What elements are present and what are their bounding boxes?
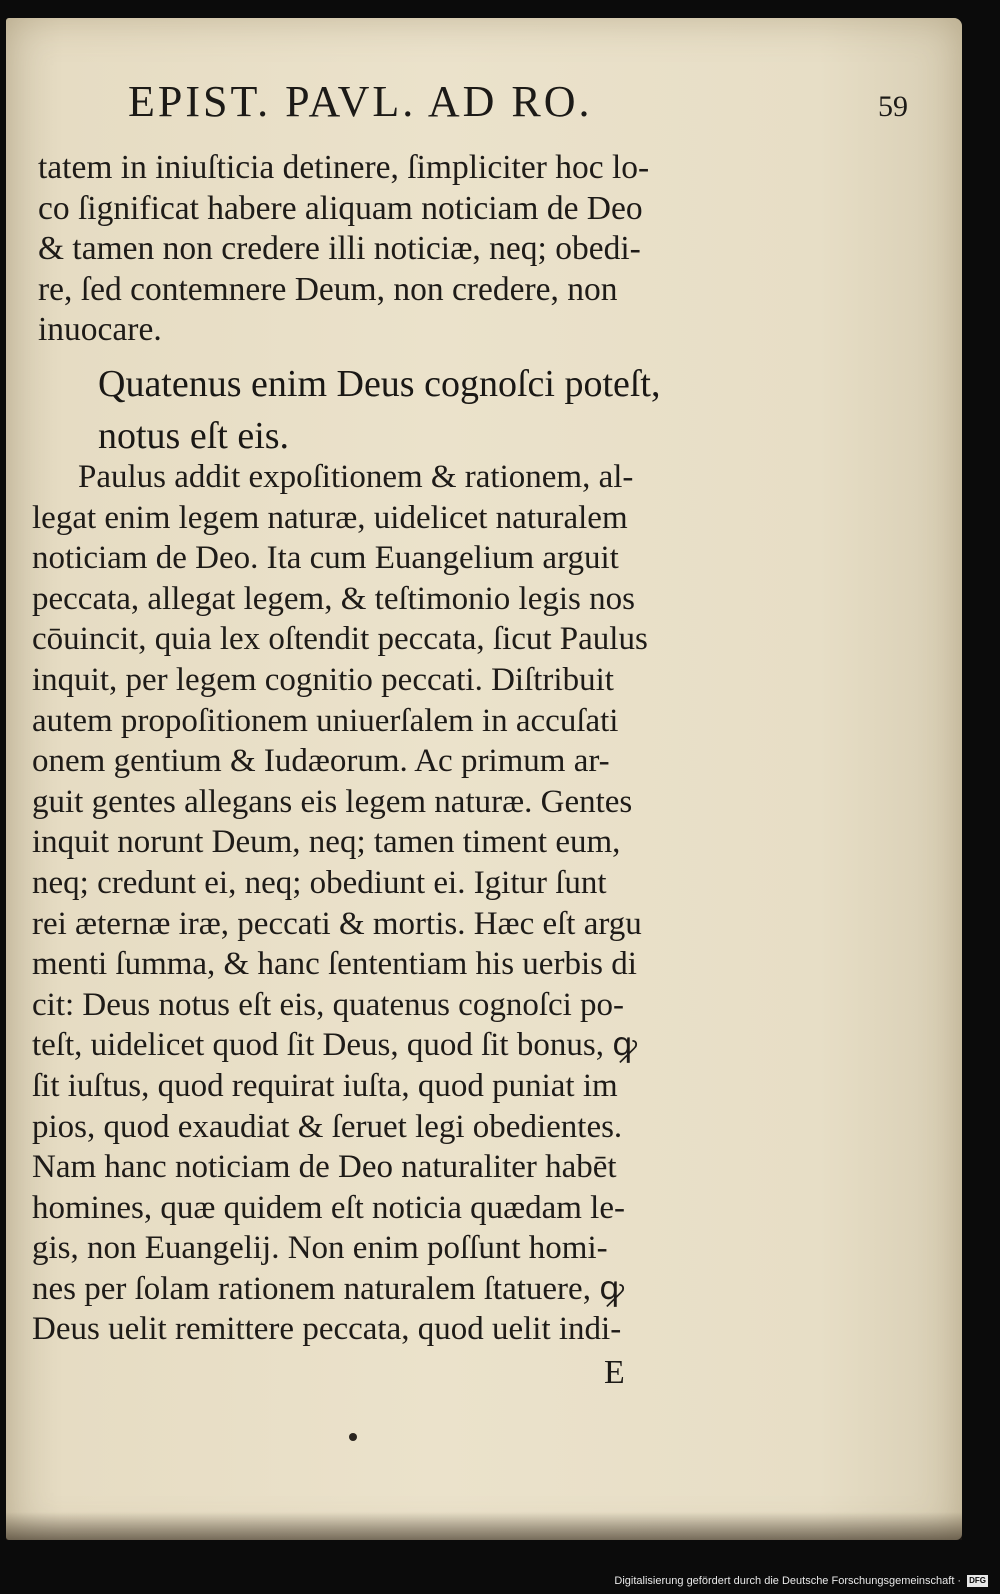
- page-header: [128, 76, 908, 146]
- signature-mark: E: [604, 1354, 625, 1391]
- lemma-line: Quatenus enim Deus cognoſci poteſt,: [98, 363, 661, 405]
- page-edge-shadow: [6, 1512, 962, 1540]
- text-line: nes per ſolam rationem naturalem ſtatuere, ꝙ: [32, 1270, 624, 1307]
- text-line: autem propoſitionem uniuerſalem in accuſati: [32, 702, 619, 739]
- text-line: cōuincit, quia lex oſtendit peccata, ſicut Paulus: [32, 621, 648, 658]
- text-line: ſit iuſtus, quod requirat iuſta, quod puniat im: [32, 1067, 618, 1104]
- running-title: EPIST. PAVL. AD RO.: [128, 77, 593, 126]
- text-line: cit: Deus notus eſt eis, quatenus cognoſci po-: [32, 986, 625, 1023]
- text-line: Paulus addit expoſitionem & rationem, al-: [78, 459, 634, 495]
- text-line: inquit norunt Deum, neq; tamen timent eum,: [32, 824, 621, 861]
- text-line: Deus uelit remittere peccata, quod uelit indi-: [32, 1311, 622, 1348]
- text-line: re, ſed contemnere Deum, non credere, non: [38, 270, 618, 308]
- text-line: legat enim legem naturæ, uidelicet naturalem: [32, 499, 628, 536]
- book-page: [6, 18, 962, 1540]
- text-line: noticiam de Deo. Ita cum Euangelium arguit: [32, 540, 619, 577]
- text-line: menti ſumma, & hanc ſententiam his uerbis di: [32, 946, 637, 983]
- text-line: guit gentes allegans eis legem naturæ. Gentes: [32, 783, 633, 820]
- text-line: onem gentium & Iudæorum. Ac primum ar-: [32, 743, 610, 780]
- text-line: Nam hanc noticiam de Deo naturaliter habēt: [32, 1149, 617, 1186]
- paragraph-continued: [38, 148, 778, 351]
- text-line: rei æternæ iræ, peccati & mortis. Hæc eſt argu: [32, 905, 642, 942]
- credit-text: Digitalisierung gefördert durch die Deutsche Forschungsgemeinschaft ·: [614, 1575, 962, 1587]
- commentary-paragraph: [32, 458, 782, 1351]
- text-line: inquit, per legem cognitio peccati. Diſtribuit: [32, 661, 614, 698]
- text-line: pios, quod exaudiat & ſeruet legi obedientes.: [32, 1108, 623, 1145]
- digitization-credit: [614, 1572, 988, 1590]
- text-line: teſt, uidelicet quod ſit Deus, quod ſit bonus, ꝙ: [32, 1027, 637, 1064]
- text-line: neq; credunt ei, neq; obediunt ei. Igitur ſunt: [32, 864, 607, 901]
- lemma-line: notus eſt eis.: [98, 415, 290, 457]
- dfg-logo-icon: DFG: [969, 1576, 986, 1585]
- scripture-lemma: [98, 358, 798, 462]
- text-line: gis, non Euangelij. Non enim poſſunt homi-: [32, 1230, 608, 1267]
- text-line: co ſignificat habere aliquam noticiam de Deo: [38, 189, 643, 227]
- text-line: peccata, allegat legem, & teſtimonio legis nos: [32, 580, 635, 617]
- text-line: tatem in iniuſticia detinere, ſimpliciter hoc lo-: [38, 149, 650, 186]
- text-line: inuocare.: [38, 311, 162, 349]
- folio-number: 59: [878, 90, 908, 123]
- text-line: homines, quæ quidem eſt noticia quædam le-: [32, 1189, 625, 1226]
- text-line: & tamen non credere illi noticiæ, neq; obedi-: [38, 230, 641, 268]
- ink-spot: [349, 1433, 357, 1441]
